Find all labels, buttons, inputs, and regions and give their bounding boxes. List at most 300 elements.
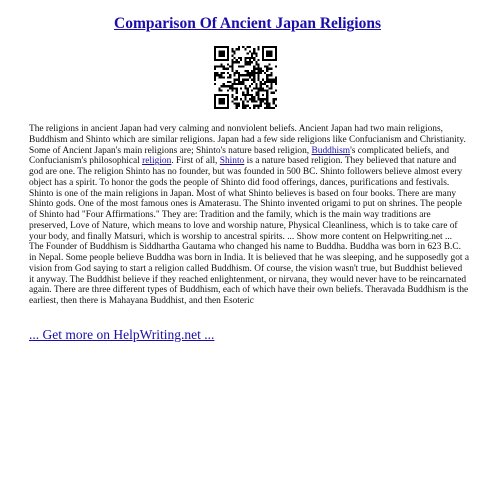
qr-module (270, 83, 272, 85)
qr-module (236, 89, 238, 91)
qr-module (231, 55, 233, 57)
qr-module (236, 87, 238, 89)
qr-module (216, 74, 218, 76)
qr-module (262, 70, 264, 72)
qr-module (242, 105, 244, 107)
qr-module (255, 94, 257, 96)
qr-module (262, 100, 264, 102)
qr-module (247, 53, 249, 55)
qr-module (255, 68, 257, 70)
qr-module (238, 66, 240, 68)
qr-module (249, 94, 251, 96)
qr-module (244, 70, 246, 72)
qr-module (253, 107, 255, 109)
qr-module (253, 76, 255, 78)
qr-module (244, 63, 246, 65)
qr-module (253, 81, 255, 83)
qr-module (260, 68, 262, 70)
title-link[interactable]: Comparison Of Ancient Japan Religions (114, 15, 381, 32)
qr-module (257, 76, 259, 78)
qr-module (268, 59, 270, 61)
qr-module (223, 100, 225, 102)
qr-module (253, 48, 255, 50)
qr-module (270, 46, 272, 48)
qr-module (251, 83, 253, 85)
qr-module (223, 107, 225, 109)
qr-module (227, 100, 229, 102)
qr-module (273, 59, 275, 61)
qr-module (255, 83, 257, 85)
qr-module (234, 53, 236, 55)
qr-module (251, 89, 253, 91)
qr-module (223, 66, 225, 68)
qr-module (236, 61, 238, 63)
qr-module (236, 107, 238, 109)
qr-module (238, 102, 240, 104)
qr-module (214, 50, 216, 52)
qr-module (268, 53, 270, 55)
qr-module (251, 55, 253, 57)
qr-module (227, 46, 229, 48)
qr-module (270, 74, 272, 76)
qr-module (275, 57, 277, 59)
paragraph-intro-text-1: The religions in ancient Japan had very calming and nonviolent beliefs. Ancient Japan had two main religions, Buddhism and Shinto which are similar religions. Japan had a few side religions like Confucianism and Christianity. Some of Ancient Japan's main religions are; Shinto's nature based religion, (29, 124, 466, 156)
qr-module (262, 59, 264, 61)
qr-module (214, 55, 216, 57)
qr-module (266, 89, 268, 91)
qr-module (223, 85, 225, 87)
qr-module (270, 53, 272, 55)
qr-module (221, 53, 223, 55)
qr-module (268, 81, 270, 83)
qr-module (266, 50, 268, 52)
qr-module (249, 50, 251, 52)
qr-module (262, 48, 264, 50)
qr-module (275, 46, 277, 48)
qr-module (251, 72, 253, 74)
qr-module (238, 76, 240, 78)
qr-module (257, 46, 259, 48)
qr-module (229, 85, 231, 87)
qr-module (223, 72, 225, 74)
qr-module (218, 46, 220, 48)
qr-module (273, 92, 275, 94)
qr-module (253, 68, 255, 70)
qr-module (240, 98, 242, 100)
qr-module (221, 89, 223, 91)
qr-module (247, 61, 249, 63)
qr-module (231, 89, 233, 91)
qr-module (229, 87, 231, 89)
qr-module (231, 50, 233, 52)
qr-module (231, 87, 233, 89)
qr-module (249, 85, 251, 87)
religion-link[interactable]: religion (142, 156, 172, 167)
qr-module (242, 102, 244, 104)
qr-module (227, 98, 229, 100)
qr-module (238, 79, 240, 81)
qr-module (275, 89, 277, 91)
qr-module (223, 50, 225, 52)
qr-module (257, 92, 259, 94)
qr-module (227, 72, 229, 74)
qr-module (249, 72, 251, 74)
qr-module (223, 46, 225, 48)
qr-module (218, 66, 220, 68)
qr-module (244, 94, 246, 96)
qr-module (244, 57, 246, 59)
qr-module (234, 87, 236, 89)
qr-module (247, 100, 249, 102)
qr-module (257, 98, 259, 100)
qr-module (227, 94, 229, 96)
qr-module (225, 59, 227, 61)
qr-module (244, 87, 246, 89)
qr-module (260, 105, 262, 107)
qr-module (266, 76, 268, 78)
qr-module (262, 55, 264, 57)
qr-module (262, 94, 264, 96)
qr-module (236, 98, 238, 100)
qr-module (221, 102, 223, 104)
qr-module (227, 55, 229, 57)
qr-module (214, 72, 216, 74)
qr-module (214, 102, 216, 104)
shinto-link[interactable]: Shinto (219, 156, 245, 167)
qr-module (266, 70, 268, 72)
qr-module (221, 63, 223, 65)
qr-module (247, 46, 249, 48)
qr-module (253, 50, 255, 52)
qr-module (221, 107, 223, 109)
qr-module (227, 102, 229, 104)
qr-module (221, 72, 223, 74)
qr-module (262, 53, 264, 55)
qr-module (240, 57, 242, 59)
qr-module (218, 89, 220, 91)
qr-module (255, 92, 257, 94)
qr-module (257, 72, 259, 74)
qr-module (227, 53, 229, 55)
qr-module (273, 81, 275, 83)
qr-module (244, 107, 246, 109)
qr-module (218, 107, 220, 109)
qr-module (268, 79, 270, 81)
qr-module (253, 105, 255, 107)
qr-module (275, 98, 277, 100)
qr-module (249, 61, 251, 63)
qr-module (262, 46, 264, 48)
qr-module (251, 98, 253, 100)
qr-module (257, 48, 259, 50)
qr-module (231, 70, 233, 72)
qr-module (268, 74, 270, 76)
qr-module (255, 85, 257, 87)
qr-module (251, 96, 253, 98)
qr-module (253, 74, 255, 76)
qr-module (234, 50, 236, 52)
paragraph-intro-text-3: . First of all, (171, 156, 220, 167)
qr-module (247, 63, 249, 65)
qr-module (221, 74, 223, 76)
qr-module (253, 57, 255, 59)
qr-module (273, 107, 275, 109)
qr-module (264, 98, 266, 100)
qr-module (257, 68, 259, 70)
qr-module (266, 98, 268, 100)
qr-module (227, 76, 229, 78)
qr-module (234, 81, 236, 83)
qr-module (275, 50, 277, 52)
qr-module (255, 100, 257, 102)
qr-module (270, 68, 272, 70)
qr-module (216, 94, 218, 96)
qr-module (225, 46, 227, 48)
qr-module (218, 53, 220, 55)
qr-module (221, 76, 223, 78)
qr-module (214, 96, 216, 98)
qr-module (255, 72, 257, 74)
qr-module (264, 59, 266, 61)
qr-module (242, 92, 244, 94)
qr-module (275, 83, 277, 85)
qr-module (231, 63, 233, 65)
qr-module (225, 68, 227, 70)
qr-module (227, 89, 229, 91)
qr-module (214, 100, 216, 102)
qr-module (238, 74, 240, 76)
qr-module (221, 94, 223, 96)
qr-module (244, 105, 246, 107)
qr-module (273, 102, 275, 104)
qr-module (270, 79, 272, 81)
qr-module (247, 72, 249, 74)
qr-module (221, 46, 223, 48)
qr-module (255, 53, 257, 55)
qr-module (275, 55, 277, 57)
qr-module (268, 107, 270, 109)
qr-module (273, 98, 275, 100)
qr-module (227, 105, 229, 107)
qr-module (238, 72, 240, 74)
qr-module (225, 107, 227, 109)
qr-module (275, 53, 277, 55)
qr-module (249, 107, 251, 109)
qr-module (253, 79, 255, 81)
qr-module (266, 96, 268, 98)
qr-module (247, 57, 249, 59)
paragraph-intro-text-4: is a nature based religion. They believed that nature and god are one. The religion Shinto has no founder, but was founded in 500 BC. Shinto followers believe almost every object has a spirit. To honor the gods the people of Shinto did food offerings, dances, purifications and festivals. Shinto is one of the main religions in Japan. Most of what Shinto believes is based on four books. There are many Shinto gods. One of the most famous ones is Amaterasu. The Shinto invented origami to put on shrines. The people of Shinto had "Four Affirmations." They are: Tradition and the family, which is the main way traditions are preserved, Love of Nature, which means to love and worship nature, Physical Cleanliness, which is to take care of your body, and finally Matsuri, which is worship to ancestral spirits. ... Show more content on Helpwriting.net ... (29, 156, 463, 242)
qr-module (242, 83, 244, 85)
qr-module (253, 96, 255, 98)
qr-module (255, 55, 257, 57)
qr-module (238, 83, 240, 85)
qr-module (266, 46, 268, 48)
qr-module (214, 76, 216, 78)
qr-module (270, 59, 272, 61)
qr-module (218, 50, 220, 52)
qr-module (218, 100, 220, 102)
qr-module (260, 102, 262, 104)
paragraph-intro (29, 124, 469, 242)
qr-module (251, 100, 253, 102)
qr-module (264, 89, 266, 91)
qr-module (231, 59, 233, 61)
qr-module (221, 66, 223, 68)
qr-module (249, 63, 251, 65)
qr-module (231, 85, 233, 87)
qr-module (260, 87, 262, 89)
qr-module (234, 74, 236, 76)
qr-module (253, 59, 255, 61)
qr-module (227, 81, 229, 83)
qr-module (244, 79, 246, 81)
qr-module (264, 66, 266, 68)
qr-module (214, 98, 216, 100)
qr-module (264, 83, 266, 85)
qr-module (249, 74, 251, 76)
qr-module (244, 48, 246, 50)
qr-module (253, 87, 255, 89)
qr-module (275, 48, 277, 50)
qr-module (223, 55, 225, 57)
qr-module (260, 85, 262, 87)
qr-module (270, 92, 272, 94)
qr-module (251, 53, 253, 55)
qr-module (253, 72, 255, 74)
qr-module (249, 57, 251, 59)
qr-module (223, 83, 225, 85)
qr-module (262, 50, 264, 52)
qr-module (270, 85, 272, 87)
qr-module (216, 46, 218, 48)
qr-module (264, 72, 266, 74)
qr-module (266, 74, 268, 76)
qr-module (260, 83, 262, 85)
qr-module (260, 72, 262, 74)
qr-module (214, 74, 216, 76)
qr-module (268, 55, 270, 57)
qr-module (214, 105, 216, 107)
qr-module (221, 55, 223, 57)
qr-module (242, 81, 244, 83)
qr-module (266, 81, 268, 83)
qr-module (244, 61, 246, 63)
qr-module (236, 79, 238, 81)
qr-module (257, 96, 259, 98)
qr-module (227, 48, 229, 50)
qr-module (266, 66, 268, 68)
qr-module (266, 92, 268, 94)
qr-module (247, 94, 249, 96)
qr-module (257, 74, 259, 76)
qr-module (270, 50, 272, 52)
qr-module (268, 46, 270, 48)
qr-module (216, 72, 218, 74)
qr-module (216, 59, 218, 61)
qr-module (231, 48, 233, 50)
qr-module (238, 46, 240, 48)
qr-module (242, 74, 244, 76)
qr-module (247, 79, 249, 81)
qr-module (266, 105, 268, 107)
qr-module (231, 66, 233, 68)
qr-module (227, 68, 229, 70)
qr-module (227, 57, 229, 59)
qr-module (244, 98, 246, 100)
qr-module (249, 46, 251, 48)
qr-module (257, 107, 259, 109)
qr-module (214, 79, 216, 81)
qr-module (264, 102, 266, 104)
qr-module (234, 98, 236, 100)
qr-module (268, 87, 270, 89)
qr-module (257, 70, 259, 72)
qr-module (238, 81, 240, 83)
qr-module (218, 102, 220, 104)
qr-module (257, 87, 259, 89)
qr-module (255, 63, 257, 65)
qr-module (242, 100, 244, 102)
qr-module (218, 74, 220, 76)
qr-module (242, 66, 244, 68)
qr-module (227, 50, 229, 52)
qr-module (214, 83, 216, 85)
qr-module (234, 79, 236, 81)
qr-module (275, 59, 277, 61)
qr-module (236, 59, 238, 61)
qr-module (264, 107, 266, 109)
qr-module (231, 96, 233, 98)
qr-module (257, 66, 259, 68)
qr-module (242, 79, 244, 81)
qr-module (236, 48, 238, 50)
qr-module (234, 102, 236, 104)
qr-module (251, 74, 253, 76)
get-more-link[interactable]: ... Get more on HelpWriting.net ... (29, 327, 215, 342)
qr-module (229, 74, 231, 76)
qr-module (238, 48, 240, 50)
qr-module (253, 70, 255, 72)
qr-module (264, 81, 266, 83)
qr-module (236, 105, 238, 107)
qr-module (214, 66, 216, 68)
qr-module (275, 105, 277, 107)
qr-module (240, 59, 242, 61)
qr-module (242, 94, 244, 96)
qr-module (218, 98, 220, 100)
qr-module (214, 53, 216, 55)
qr-module (268, 102, 270, 104)
qr-module (223, 68, 225, 70)
qr-module (244, 59, 246, 61)
qr-module (260, 98, 262, 100)
qr-module (249, 59, 251, 61)
qr-module (273, 100, 275, 102)
qr-module (236, 70, 238, 72)
qr-module (238, 57, 240, 59)
qr-module (268, 68, 270, 70)
qr-module (262, 89, 264, 91)
buddhism-link[interactable]: Buddhism (311, 145, 351, 156)
qr-module (249, 76, 251, 78)
qr-module (262, 87, 264, 89)
qr-module (242, 46, 244, 48)
qr-module (214, 107, 216, 109)
qr-module (260, 100, 262, 102)
qr-module (236, 102, 238, 104)
qr-module (234, 72, 236, 74)
